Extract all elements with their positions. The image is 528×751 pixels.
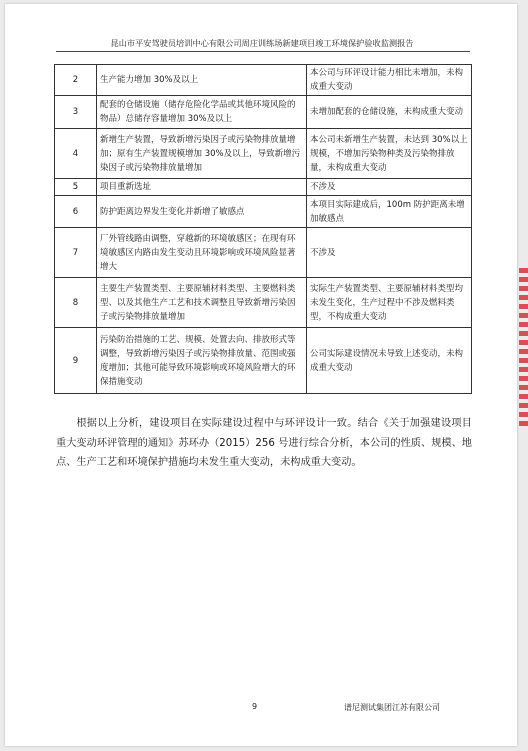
change-result: 本公司未新增生产装置，未达到 30%以上规模，不增加污染物种类及污染物排放量，未构成重大变动 [307, 129, 472, 179]
change-result: 本项目实际建成后，100m 防护距离未增加敏感点 [307, 196, 472, 228]
footer-company-name: 谱尼测试集团江苏有限公司 [344, 703, 440, 712]
row-number: 3 [55, 96, 97, 129]
change-result: 本公司与环评设计能力相比未增加，未构成重大变动 [307, 65, 472, 96]
row-number: 9 [55, 328, 97, 394]
change-criterion: 防护距离边界发生变化并新增了敏感点 [97, 196, 307, 228]
page-number: 9 [252, 702, 258, 711]
row-number: 4 [55, 129, 97, 179]
table-row [55, 96, 472, 129]
row-number: 2 [55, 65, 97, 96]
row-number: 5 [55, 179, 97, 196]
report-header-title: 昆山市平安驾驶员培训中心有限公司周庄训练场新建项目竣工环境保护验收监测报告 [110, 38, 414, 48]
change-criterion: 生产能力增加 30%及以上 [97, 65, 307, 96]
table-row [55, 179, 472, 196]
table-row [55, 228, 472, 278]
change-criterion: 配套的仓储设施（储存危险化学品或其他环境风险的物品）总储存容量增加 30%及以上 [97, 96, 307, 129]
change-criterion: 项目重新选址 [97, 179, 307, 196]
change-criterion: 厂外管线路由调整，穿越新的环境敏感区；在现有环境敏感区内路由发生变动且环境影响或环境风险显著增大 [97, 228, 307, 278]
change-result: 实际生产装置类型、主要原辅材料类型均未发生变化，生产过程中不涉及燃料类型，不构成重大变动 [307, 278, 472, 328]
table-row [55, 65, 472, 96]
table-row [55, 278, 472, 328]
row-number: 7 [55, 228, 97, 278]
change-criterion: 新增生产装置，导致新增污染因子或污染物排放量增加；原有生产装置规模增加 30%及以上，导致新增污染因子或污染物排放量增加 [97, 129, 307, 179]
change-result: 不涉及 [307, 228, 472, 278]
table-row [55, 129, 472, 179]
change-result: 公司实际建设情况未导致上述变动，未构成重大变动 [307, 328, 472, 394]
seam-seal-stamp [519, 268, 528, 430]
row-number: 8 [55, 278, 97, 328]
change-analysis-table [54, 64, 472, 394]
change-result: 不涉及 [307, 179, 472, 196]
table-row [55, 328, 472, 394]
row-number: 6 [55, 196, 97, 228]
change-criterion: 污染防治措施的工艺、规模、处置去向、排放形式等调整，导致新增污染因子或污染物排放量、范围或强度增加；其他可能导致环境影响或环境风险增大的环保措施变动 [97, 328, 307, 394]
conclusion-paragraph: 根据以上分析，建设项目在实际建设过程中与环评设计一致。结合《关于加强建设项目重大变动环评管理的通知》苏环办（2015）256 号进行综合分析，本公司的性质、规模、地点、生产工艺和环境保护措施均未发生重大变动，未构成重大变动。 [56, 418, 472, 468]
table-row [55, 196, 472, 228]
change-result: 未增加配套的仓储设施，未构成重大变动 [307, 96, 472, 129]
header-rule [56, 51, 470, 52]
change-criterion: 主要生产装置类型、主要原辅材料类型、主要燃料类型、以及其他生产工艺和技术调整且导致新增污染因子或污染物排放量增加 [97, 278, 307, 328]
